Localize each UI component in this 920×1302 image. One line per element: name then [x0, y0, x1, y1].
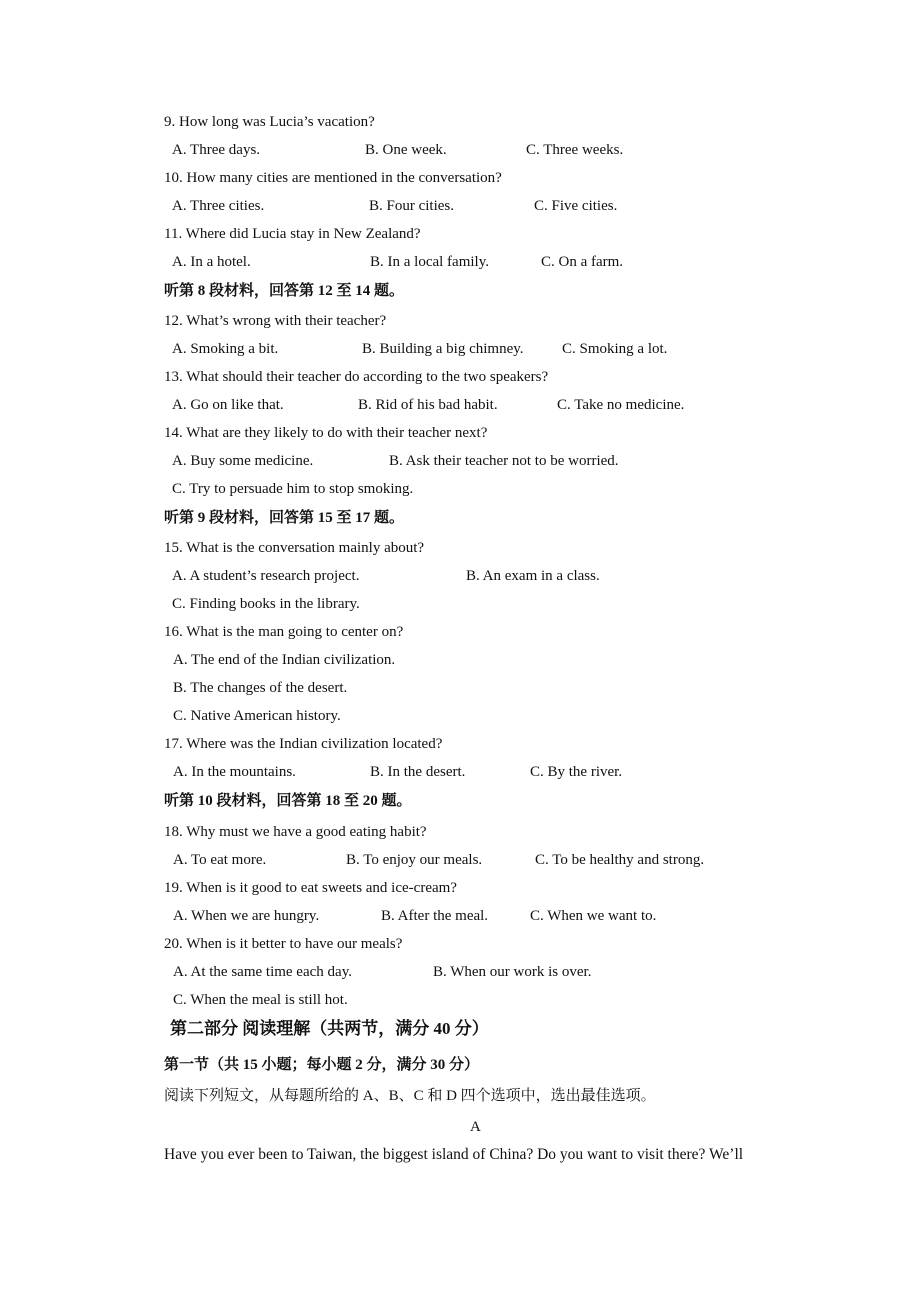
- option-b: B. One week.: [365, 142, 447, 158]
- option-c: C. Take no medicine.: [557, 397, 685, 413]
- option-b: B. When our work is over.: [433, 964, 592, 980]
- section-subtitle: 第一节（共 15 小题；每小题 2 分，满分 30 分）: [164, 1057, 480, 1073]
- option-b: B. The changes of the desert.: [173, 680, 348, 696]
- option-c: C. On a farm.: [541, 254, 624, 270]
- question-stem: 10. How many cities are mentioned in the conversation?: [164, 170, 502, 186]
- option-c: C. By the river.: [530, 764, 623, 780]
- option-b: B. To enjoy our meals.: [346, 852, 483, 868]
- option-a: A. Three days.: [172, 142, 261, 158]
- option-b: B. In the desert.: [370, 764, 466, 780]
- option-b: B. An exam in a class.: [466, 568, 600, 584]
- option-c: C. Finding books in the library.: [172, 596, 360, 612]
- option-c: C. Five cities.: [534, 198, 618, 214]
- section-heading: 听第 10 段材料，回答第 18 至 20 题。: [164, 793, 412, 809]
- option-b: B. Four cities.: [369, 198, 454, 214]
- question-stem: 20. When is it better to have our meals?: [164, 936, 403, 952]
- option-a: A. Buy some medicine.: [172, 453, 314, 469]
- passage-letter: A: [470, 1119, 481, 1135]
- option-c: C. When the meal is still hot.: [173, 992, 348, 1008]
- option-b: B. After the meal.: [381, 908, 489, 924]
- question-stem: 19. When is it good to eat sweets and ice-cream?: [164, 880, 457, 896]
- question-stem: 13. What should their teacher do according to the two speakers?: [164, 369, 549, 385]
- question-stem: 15. What is the conversation mainly about?: [164, 540, 425, 556]
- option-a: A. In a hotel.: [172, 254, 251, 270]
- question-stem: 18. Why must we have a good eating habit?: [164, 824, 427, 840]
- option-b: B. Ask their teacher not to be worried.: [389, 453, 619, 469]
- option-a: A. The end of the Indian civilization.: [173, 652, 396, 668]
- question-stem: 12. What’s wrong with their teacher?: [164, 313, 387, 329]
- question-stem: 17. Where was the Indian civilization located?: [164, 736, 443, 752]
- option-c: C. Native American history.: [173, 708, 341, 724]
- question-stem: 9. How long was Lucia’s vacation?: [164, 114, 375, 130]
- section-heading: 听第 8 段材料，回答第 12 至 14 题。: [164, 283, 405, 299]
- section-heading: 听第 9 段材料，回答第 15 至 17 题。: [164, 510, 405, 526]
- option-b: B. In a local family.: [370, 254, 489, 270]
- option-a: A. A student’s research project.: [172, 568, 360, 584]
- question-stem: 11. Where did Lucia stay in New Zealand?: [164, 226, 421, 242]
- passage-first-line: Have you ever been to Taiwan, the biggest island of China? Do you want to visit there? We’ll: [164, 1146, 744, 1163]
- option-c: C. Three weeks.: [526, 142, 624, 158]
- question-stem: 14. What are they likely to do with their teacher next?: [164, 425, 488, 441]
- option-c: C. Smoking a lot.: [562, 341, 668, 357]
- instruction-text: 阅读下列短文，从每题所给的 A、B、C 和 D 四个选项中，选出最佳选项。: [164, 1088, 656, 1104]
- option-a: A. To eat more.: [173, 852, 267, 868]
- option-a: A. Smoking a bit.: [172, 341, 279, 357]
- option-a: A. Go on like that.: [172, 397, 284, 413]
- option-b: B. Rid of his bad habit.: [358, 397, 498, 413]
- option-a: A. In the mountains.: [173, 764, 296, 780]
- option-c: C. When we want to.: [530, 908, 657, 924]
- option-c: C. Try to persuade him to stop smoking.: [172, 481, 414, 497]
- option-a: A. When we are hungry.: [173, 908, 320, 924]
- option-a: A. At the same time each day.: [173, 964, 352, 980]
- part-title: 第二部分 阅读理解（共两节，满分 40 分）: [170, 1019, 489, 1038]
- question-stem: 16. What is the man going to center on?: [164, 624, 404, 640]
- option-b: B. Building a big chimney.: [362, 341, 524, 357]
- option-c: C. To be healthy and strong.: [535, 852, 705, 868]
- option-a: A. Three cities.: [172, 198, 265, 214]
